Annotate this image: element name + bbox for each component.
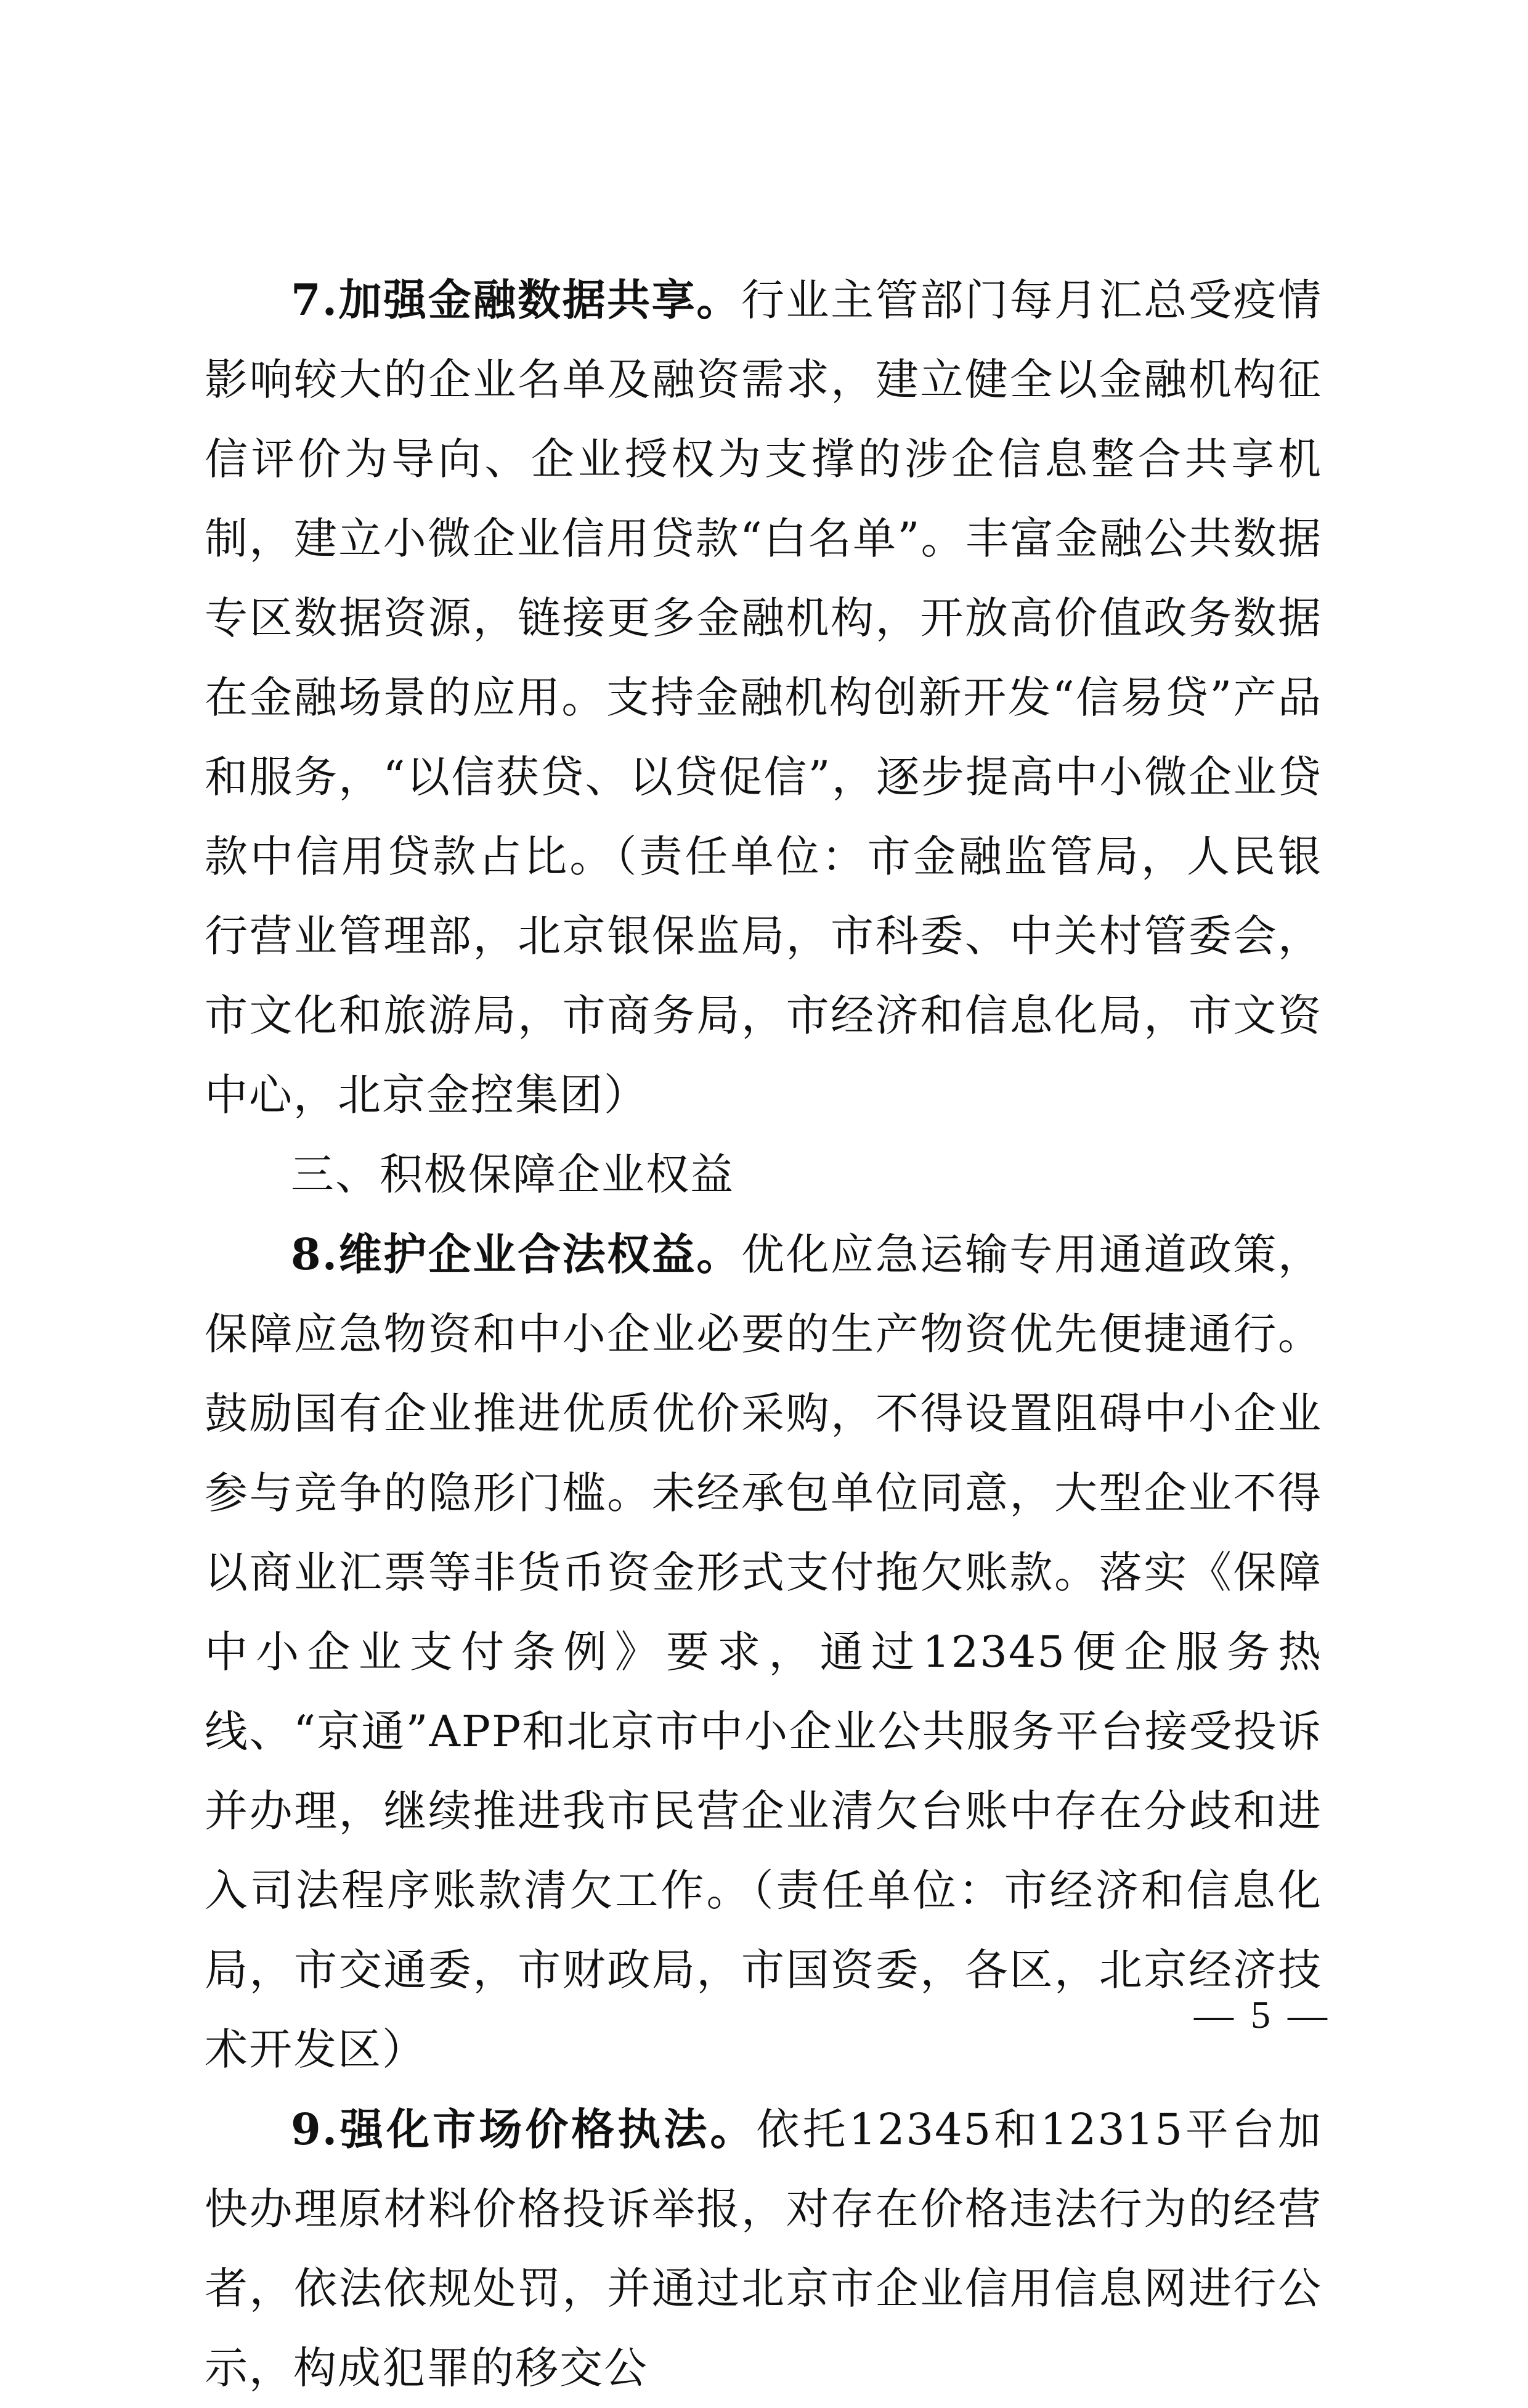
page-number: — 5 —: [1194, 1993, 1331, 2036]
paragraph-9: [205, 2089, 1322, 2408]
paragraph-7-text: 行业主管部门每月汇总受疫情影响较大的企业名单及融资需求，建立健全以金融机构征信评价为导向、企业授权为支撑的涉企信息整合共享机制，建立小微企业信用贷款“白名单”。丰富金融公共数据专区数据资源，链接更多金融机构，开放高价值政务数据在金融场景的应用。支持金融机构创新开发“信易贷”产品和服务，“以信获贷、以贷促信”，逐步提高中小微企业贷款中信用贷款占比。（责任单位：市金融监管局，人民银行营业管理部，北京银保监局，市科委、中关村管委会，市文化和旅游局，市商务局，市经济和信息化局，市文资中心，北京金控集团）: [205, 275, 1323, 1120]
section-heading: 三、积极保障企业权益: [291, 1149, 734, 1200]
paragraph-9-lead: 9.强化市场价格执法。: [291, 2104, 757, 2155]
paragraph-8-text: 优化应急运输专用通道政策，保障应急物资和中小企业必要的生产物资优先便捷通行。鼓励国有企业推进优质优价采购，不得设置阻碍中小企业参与竞争的隐形门槛。未经承包单位同意，大型企业不得以商业汇票等非货币资金形式支付拖欠账款。落实《保障中小企业支付条例》要求，通过12345便企服务热线、“京通”APP和北京市中小企业公共服务平台接受投诉并办理，继续推进我市民营企业清欠台账中存在分歧和进入司法程序账款清欠工作。（责任单位：市经济和信息化局，市交通委，市财政局，市国资委，各区，北京经济技术开发区）: [205, 1229, 1323, 2075]
paragraph-8: [205, 1214, 1322, 2089]
paragraph-8-lead: 8.维护企业合法权益。: [291, 1229, 741, 1280]
paragraph-9-text: 依托12345和12315平台加快办理原材料价格投诉举报，对存在价格违法行为的经营者，依法依规处罚，并通过北京市企业信用信息网进行公示，构成犯罪的移交公: [205, 2104, 1322, 2393]
paragraph-7-lead: 7.加强金融数据共享。: [291, 274, 741, 325]
paragraph-7: [205, 260, 1322, 1135]
document-body: [205, 260, 1322, 2408]
